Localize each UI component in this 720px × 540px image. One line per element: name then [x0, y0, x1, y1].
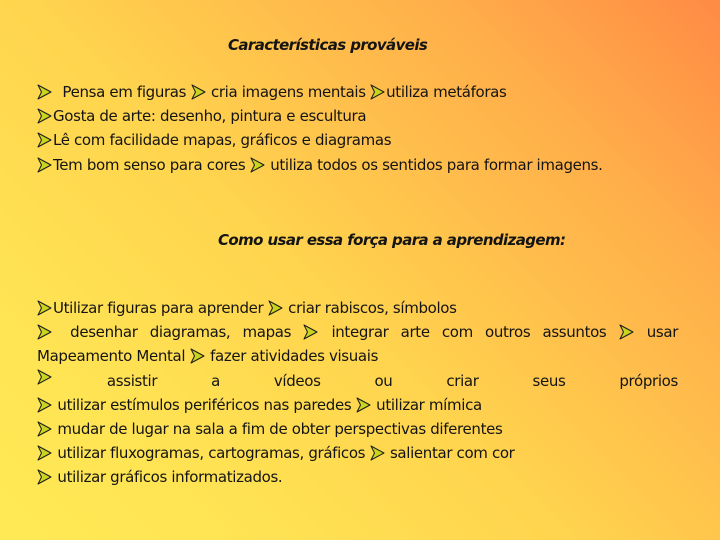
list-item — [37, 104, 678, 128]
list-word: vídeos — [273, 371, 321, 390]
list-text: Gosta de arte: desenho, pintura e escultura — [53, 107, 367, 126]
list-text: Tem bom senso para cores — [53, 155, 246, 174]
arrowhead-bullet-icon — [303, 324, 318, 340]
arrowhead-bullet-icon — [37, 445, 52, 461]
list-text: Lê com facilidade mapas, gráficos e diagramas — [53, 131, 392, 150]
heading-como-usar: Como usar essa força para a aprendizagem: — [218, 231, 566, 249]
arrowhead-bullet-icon — [37, 300, 52, 316]
list-text: utilizar fluxogramas, cartogramas, gráficos — [57, 444, 366, 463]
arrowhead-bullet-icon — [191, 84, 206, 100]
learning-strategies-list — [37, 296, 678, 490]
list-text: utilizar mímica — [376, 395, 482, 414]
list-word: a — [211, 371, 220, 390]
list-text: utilizar gráficos informatizados. — [57, 468, 283, 487]
list-item — [37, 320, 678, 368]
arrowhead-bullet-icon — [370, 84, 385, 100]
list-item — [37, 128, 678, 152]
arrowhead-bullet-icon — [250, 157, 265, 173]
arrowhead-bullet-icon — [268, 300, 283, 316]
list-text: mudar de lugar na sala a fim de obter perspectivas diferentes — [57, 419, 503, 438]
list-word: próprios — [619, 371, 678, 390]
list-word: seus — [532, 371, 566, 390]
arrowhead-bullet-icon — [37, 108, 52, 124]
list-text: utiliza todos os sentidos para formar imagens. — [270, 155, 603, 174]
list-text: Pensa em figuras — [62, 83, 187, 101]
list-word: criar — [446, 371, 479, 390]
list-item — [37, 369, 678, 393]
list-word: ou — [374, 371, 393, 390]
arrowhead-bullet-icon — [37, 157, 52, 173]
characteristics-list — [37, 80, 678, 177]
arrowhead-bullet-icon — [356, 397, 371, 413]
list-text: Utilizar figuras para aprender — [53, 299, 264, 317]
list-item — [37, 153, 678, 177]
arrowhead-bullet-icon — [37, 369, 52, 385]
arrowhead-bullet-icon — [190, 348, 205, 364]
list-item — [37, 80, 678, 104]
arrowhead-bullet-icon — [37, 469, 52, 485]
list-item — [37, 441, 678, 465]
list-item — [37, 465, 678, 489]
list-word: assistir — [106, 371, 158, 390]
arrowhead-bullet-icon — [37, 132, 52, 148]
list-text: desenhar diagramas, mapas — [70, 323, 292, 342]
list-text: criar rabiscos, símbolos — [288, 299, 457, 317]
list-item — [37, 417, 678, 441]
arrowhead-bullet-icon — [37, 421, 52, 437]
arrowhead-bullet-icon — [370, 445, 385, 461]
list-text: salientar com cor — [389, 444, 515, 463]
arrowhead-bullet-icon — [37, 397, 52, 413]
arrowhead-bullet-icon — [37, 324, 52, 340]
heading-caracteristicas: Características prováveis — [228, 36, 428, 54]
list-item — [37, 296, 678, 320]
list-text: utilizar estímulos periféricos nas paredes — [57, 395, 352, 414]
list-text: fazer atividades visuais — [210, 347, 379, 366]
list-text: integrar arte com outros assuntos — [331, 323, 607, 342]
list-text: cria imagens mentais — [210, 83, 366, 101]
arrowhead-bullet-icon — [619, 324, 634, 340]
list-text: utiliza metáforas — [386, 83, 507, 101]
list-text: usar Mapeamento Mental — [37, 323, 679, 366]
list-item — [37, 393, 678, 417]
arrowhead-bullet-icon — [37, 84, 52, 100]
